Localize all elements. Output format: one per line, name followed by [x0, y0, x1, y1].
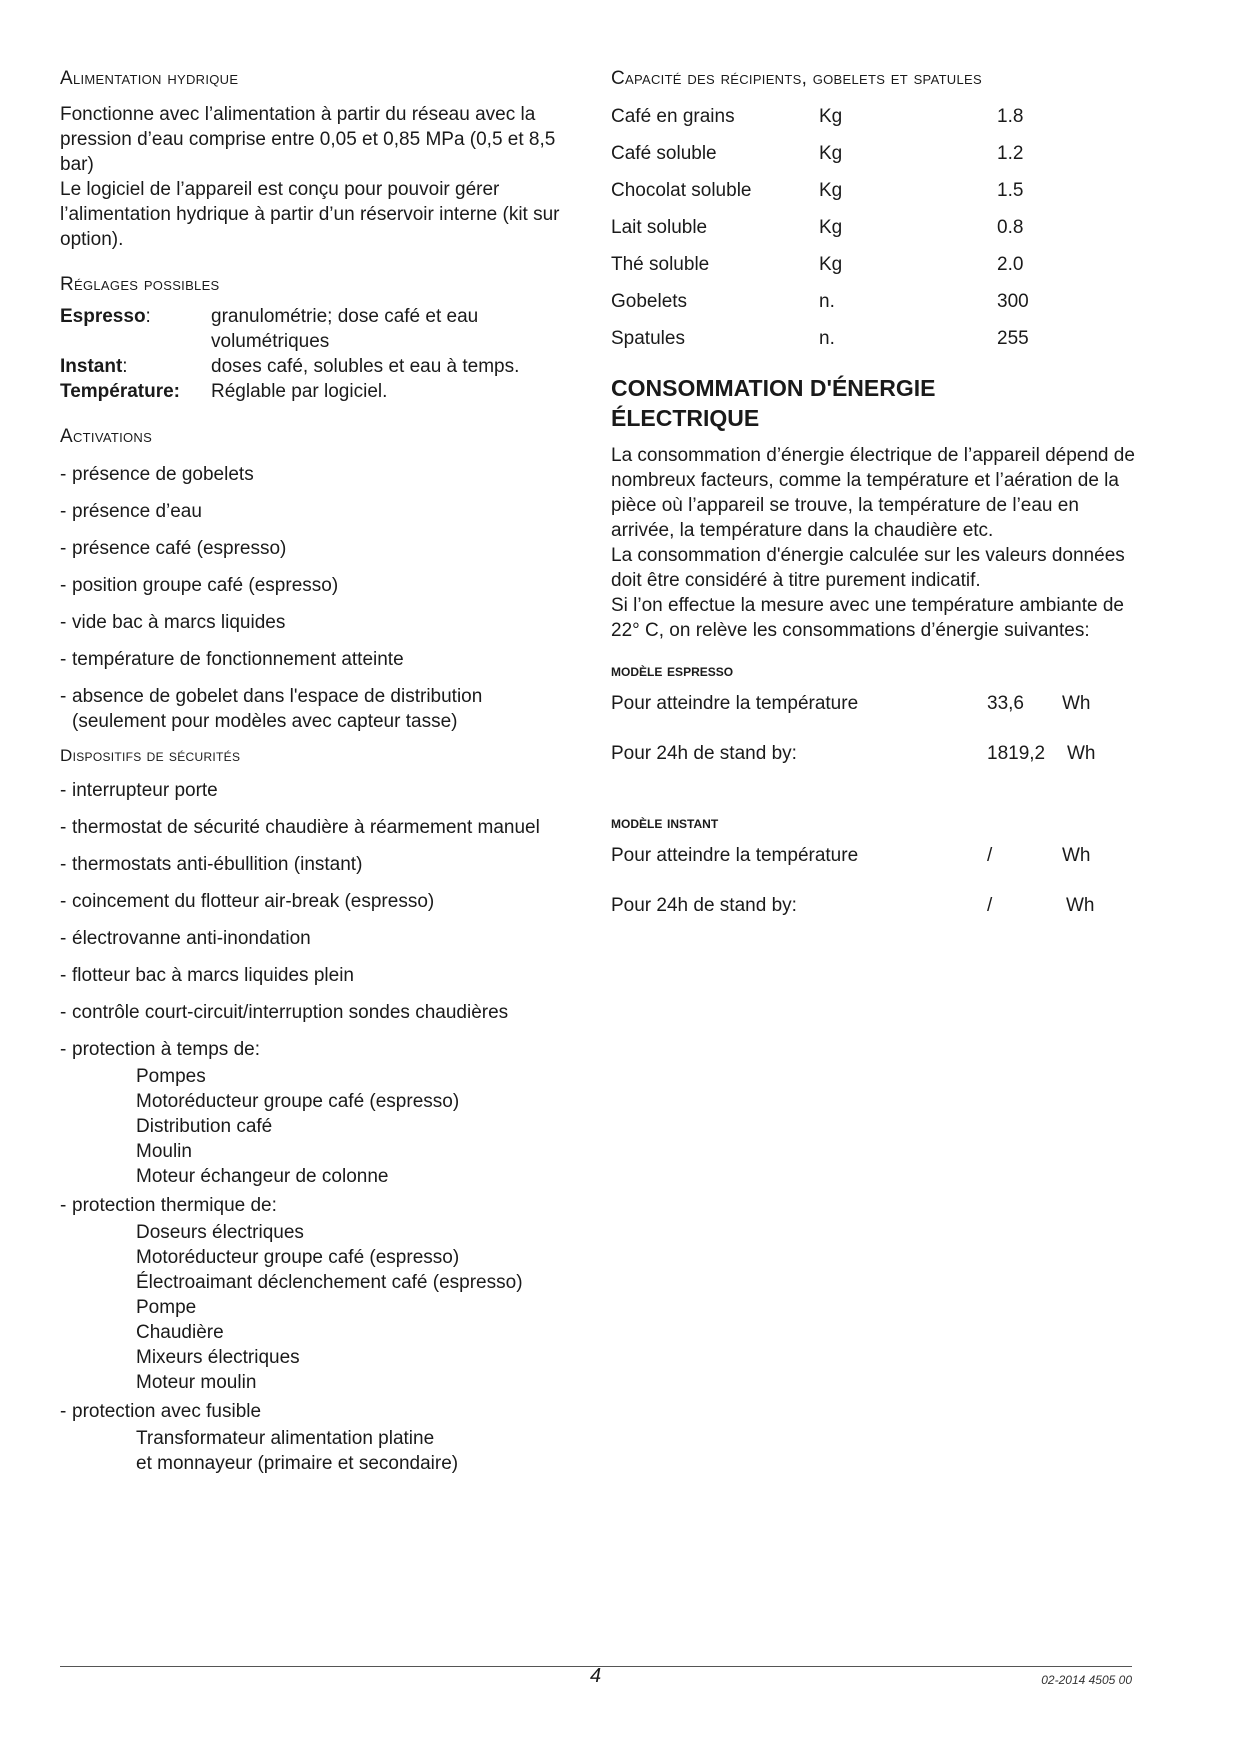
list-item-protection-temps	[60, 1037, 580, 1189]
capacity-name: Thé soluble	[611, 253, 710, 275]
list-item: - présence café (espresso)	[60, 536, 580, 561]
settings-row	[60, 304, 580, 354]
list-item: - interrupteur porte	[60, 778, 580, 803]
settings-key: Température:	[60, 381, 181, 402]
capacity-unit: n.	[819, 290, 835, 312]
protection-label: protection avec fusible	[72, 1401, 262, 1422]
list-item: - coincement du flotteur air-break (espresso)	[60, 889, 580, 914]
list-item: - flotteur bac à marcs liquides plein	[60, 963, 580, 988]
energy-title-line2: ÉLECTRIQUE	[611, 405, 760, 431]
section-title: Réglages possibles	[60, 274, 220, 295]
sub-list	[136, 1064, 580, 1189]
sub-item: Pompe	[136, 1297, 197, 1318]
model-espresso-title: modèle espresso	[611, 661, 734, 680]
settings-key: Instant	[60, 356, 123, 377]
sub-item: Distribution café	[136, 1116, 273, 1137]
settings-row	[60, 379, 580, 404]
energy-label: Pour 24h de stand by:	[611, 895, 797, 916]
capacity-value: 255	[997, 327, 1029, 349]
settings-separator: :	[122, 356, 128, 377]
energy-label: Pour 24h de stand by:	[611, 743, 797, 764]
right-column	[611, 68, 1141, 943]
energy-value: 1819,2	[987, 743, 1046, 764]
energy-value: /	[987, 845, 993, 866]
energy-unit: Wh	[1066, 895, 1095, 916]
capacity-value: 1.5	[997, 179, 1024, 201]
section-reglages-possibles	[60, 274, 580, 404]
capacity-value: 0.8	[997, 216, 1024, 238]
energy-title	[611, 373, 1141, 433]
table-row	[611, 172, 1029, 209]
list-item: - température de fonctionnement atteinte	[60, 647, 580, 672]
paragraph: Le logiciel de l’appareil est conçu pour pouvoir gérer l’alimentation hydrique à partir d’un réservoir interne (kit sur option).	[60, 179, 560, 250]
section-energie	[611, 373, 1141, 943]
capacity-value: 300	[997, 290, 1029, 312]
energy-row	[611, 691, 1141, 741]
table-row	[611, 135, 1029, 172]
capacity-unit: Kg	[819, 253, 843, 275]
capacity-unit: Kg	[819, 179, 843, 201]
protection-label: protection à temps de:	[72, 1039, 260, 1060]
energy-label: Pour atteindre la température	[611, 845, 859, 866]
sub-item: et monnayeur (primaire et secondaire)	[136, 1453, 459, 1474]
list-item: - électrovanne anti-inondation	[60, 926, 580, 951]
capacity-table	[611, 98, 1029, 357]
list-item: - thermostat de sécurité chaudière à réarmement manuel	[60, 815, 580, 840]
capacity-value: 2.0	[997, 253, 1024, 275]
sub-item: Doseurs électriques	[136, 1222, 304, 1243]
sub-item: Mixeurs électriques	[136, 1347, 300, 1368]
sub-item: Moteur échangeur de colonne	[136, 1166, 389, 1187]
settings-separator: :	[145, 306, 151, 327]
section-capacite	[611, 68, 1141, 357]
protection-label: protection thermique de:	[72, 1195, 277, 1216]
energy-title-line1: CONSOMMATION D'ÉNERGIE	[611, 375, 936, 401]
section-title: Activations	[60, 426, 153, 447]
sub-item: Motoréducteur groupe café (espresso)	[136, 1247, 460, 1268]
energy-label: Pour atteindre la température	[611, 693, 859, 714]
settings-key: Espresso	[60, 306, 146, 327]
capacity-value: 1.8	[997, 105, 1024, 127]
section-dispositifs-securite	[60, 746, 580, 1476]
list-item: - absence de gobelet dans l'espace de distribution (seulement pour modèles avec capteur tasse)	[60, 684, 580, 734]
section-title: Capacité des récipients, gobelets et spatules	[611, 68, 982, 89]
table-row	[611, 320, 1029, 357]
energy-unit: Wh	[1062, 845, 1091, 866]
capacity-name: Gobelets	[611, 290, 688, 312]
document-code: 02-2014 4505 00	[1041, 1673, 1132, 1687]
sub-item: Pompes	[136, 1066, 206, 1087]
paragraph: La consommation d’énergie électrique de l’appareil dépend de nombreux facteurs, comme la température et l’aération de la pièce où l’appareil se trouve, la température de l’eau en arrivée, la température dans la chaudière etc.	[611, 445, 1135, 541]
capacity-unit: Kg	[819, 105, 843, 127]
table-row	[611, 98, 1029, 135]
sub-item: Électroaimant déclenchement café (espresso)	[136, 1272, 523, 1293]
capacity-unit: Kg	[819, 216, 843, 238]
capacity-value: 1.2	[997, 142, 1024, 164]
section-activations	[60, 426, 580, 734]
energy-row	[611, 741, 1141, 791]
section-title: Alimentation hydrique	[60, 68, 239, 89]
sub-item: Moulin	[136, 1141, 192, 1162]
capacity-unit: n.	[819, 327, 835, 349]
capacity-name: Chocolat soluble	[611, 179, 752, 201]
list-item-protection-fusible	[60, 1399, 580, 1476]
paragraph: La consommation d'énergie calculée sur les valeurs données doit être considéré à titre purement indicatif.	[611, 545, 1125, 591]
paragraph: Fonctionne avec l’alimentation à partir du réseau avec la pression d’eau comprise entre 0,05 et 0,85 MPa (0,5 et 8,5 bar)	[60, 104, 556, 175]
settings-row	[60, 354, 580, 379]
energy-unit: Wh	[1067, 743, 1096, 764]
energy-row	[611, 893, 1141, 943]
energy-value: 33,6	[987, 693, 1024, 714]
activations-list	[60, 462, 580, 734]
left-column	[60, 68, 580, 1488]
list-item: - thermostats anti-ébullition (instant)	[60, 852, 580, 877]
list-item: - vide bac à marcs liquides	[60, 610, 580, 635]
table-row	[611, 283, 1029, 320]
sub-item: Motoréducteur groupe café (espresso)	[136, 1091, 460, 1112]
energy-row	[611, 843, 1141, 893]
section-alimentation-hydrique	[60, 68, 580, 252]
model-instant-title: modèle instant	[611, 813, 719, 832]
settings-value: Réglable par logiciel.	[211, 381, 388, 402]
list-item: - position groupe café (espresso)	[60, 573, 580, 598]
capacity-name: Lait soluble	[611, 216, 708, 238]
list-item: - contrôle court-circuit/interruption sondes chaudières	[60, 1000, 580, 1025]
sub-list	[136, 1220, 580, 1395]
list-item-protection-thermique	[60, 1193, 580, 1395]
energy-unit: Wh	[1062, 693, 1091, 714]
safety-list	[60, 778, 580, 1476]
table-row	[611, 246, 1029, 283]
sub-item: Transformateur alimentation platine	[136, 1428, 435, 1449]
list-item: - présence d’eau	[60, 499, 580, 524]
paragraph: Si l’on effectue la mesure avec une température ambiante de 22° C, on relève les consommations d’énergie suivantes:	[611, 595, 1124, 641]
sub-list	[136, 1426, 580, 1476]
settings-value: granulométrie; dose café et eau volumétriques	[211, 306, 479, 352]
capacity-name: Café en grains	[611, 105, 735, 127]
settings-list	[60, 304, 580, 404]
section-title: Dispositifs de sécurités	[60, 746, 241, 765]
table-row	[611, 209, 1029, 246]
page-number: 4	[590, 1665, 602, 1687]
settings-value: doses café, solubles et eau à temps.	[211, 356, 520, 377]
list-item: - présence de gobelets	[60, 462, 580, 487]
sub-item: Chaudière	[136, 1322, 224, 1343]
sub-item: Moteur moulin	[136, 1372, 257, 1393]
capacity-name: Spatules	[611, 327, 685, 349]
capacity-name: Café soluble	[611, 142, 717, 164]
capacity-unit: Kg	[819, 142, 843, 164]
energy-value: /	[987, 895, 993, 916]
